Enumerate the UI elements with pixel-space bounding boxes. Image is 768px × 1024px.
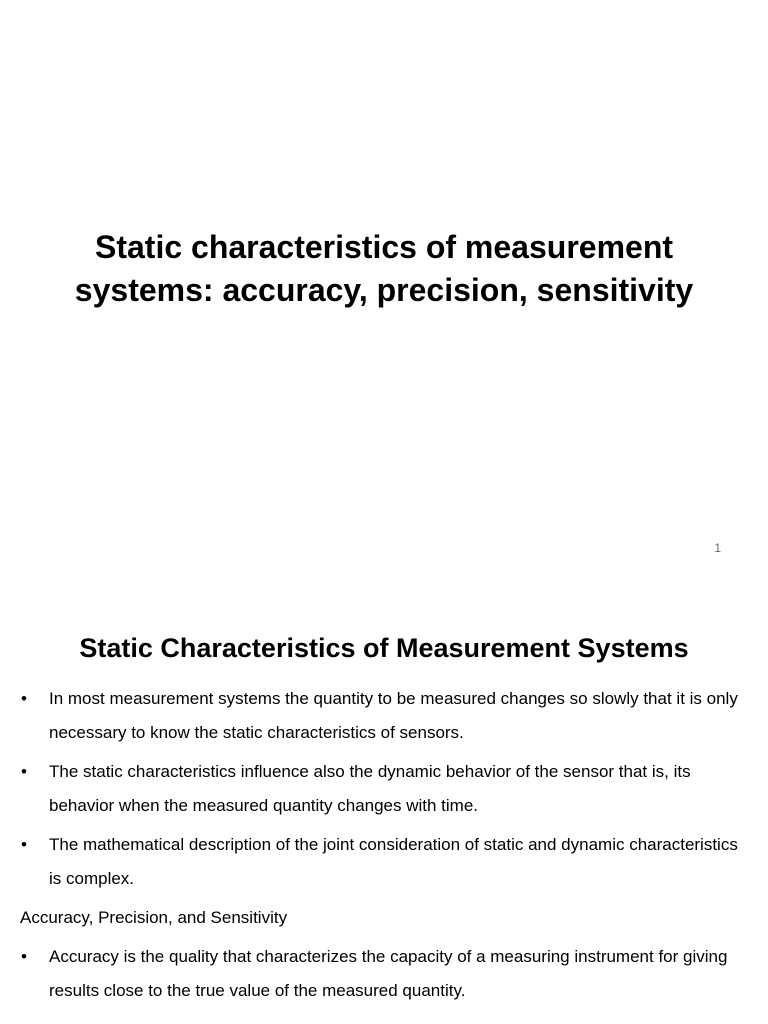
bullet-item (20, 828, 742, 896)
bullet-item (20, 682, 742, 750)
bullet-text: The static characteristics influence also the dynamic behavior of the sensor that is, its behavior when the measured quantity changes with time. (49, 762, 691, 815)
bullet-text: In most measurement systems the quantity to be measured changes so slowly that it is only necessary to know the static characteristics of sensors. (49, 689, 738, 742)
slide-2 (0, 576, 768, 1024)
bullet-text: Accuracy is the quality that characterizes the capacity of a measuring instrument for giving results close to the true value of the measured quantity. (49, 947, 728, 1000)
bullet-glyph: • (21, 835, 27, 854)
slide-1-title: Static characteristics of measurement systems: accuracy, precision, sensitivity (74, 229, 694, 308)
slide-2-title: Static Characteristics of Measurement Systems (79, 633, 689, 663)
page-number: 1 (714, 541, 721, 555)
bullet-glyph: • (21, 689, 27, 708)
slide-2-content (20, 682, 742, 1013)
bullet-text: The mathematical description of the joint consideration of static and dynamic characteristics is complex. (49, 835, 738, 888)
bullet-glyph: • (21, 947, 27, 966)
section-subheading: Accuracy, Precision, and Sensitivity (20, 908, 288, 927)
bullet-item (20, 940, 742, 1008)
bullet-glyph: • (21, 762, 27, 781)
bullet-item (20, 755, 742, 823)
